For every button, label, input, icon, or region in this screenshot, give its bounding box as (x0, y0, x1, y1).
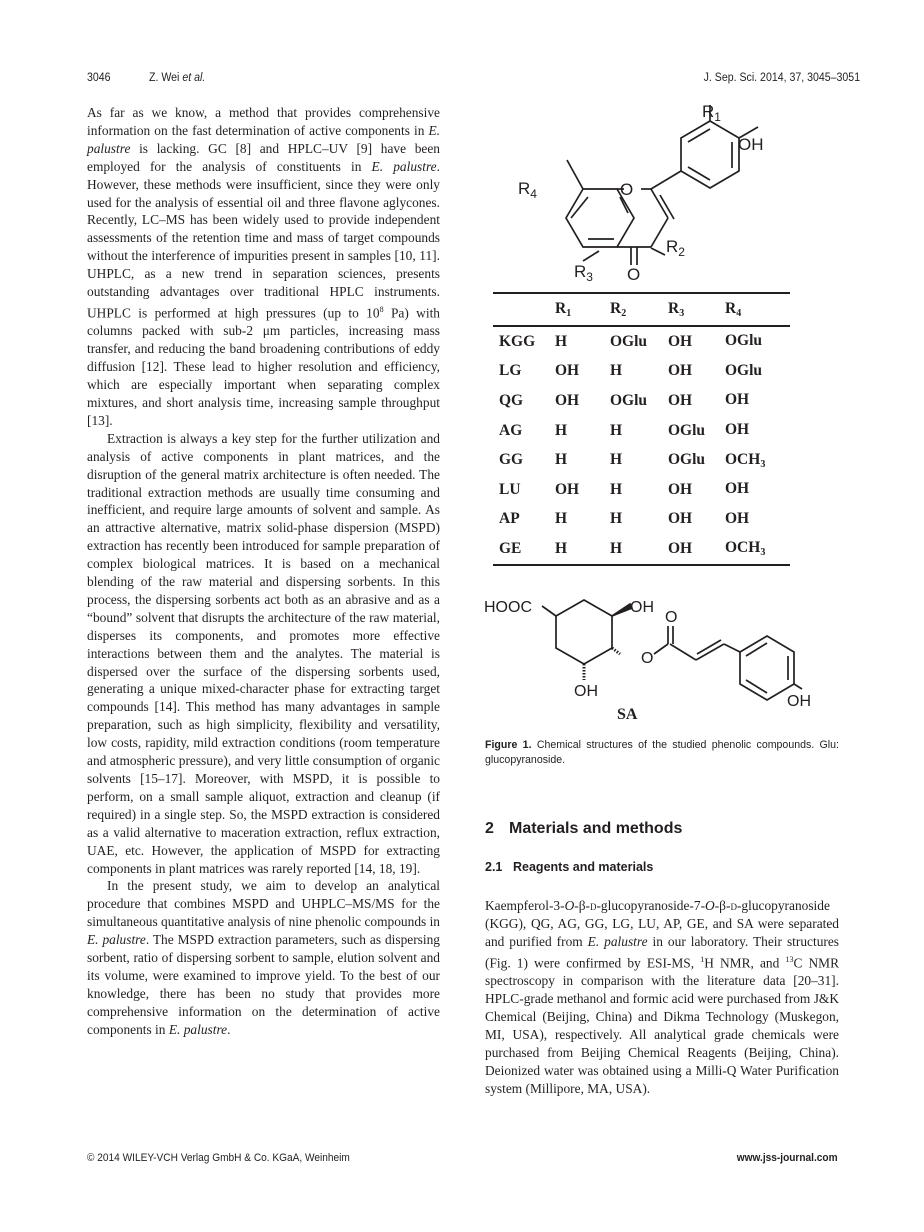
r1-cell: OH (555, 391, 580, 409)
table-row (493, 445, 790, 475)
carbonyl-oxygen-label: O (665, 609, 678, 626)
reagents-paragraph: Kaempferol-3-O-β-d-glucopyranoside-7-O-β-d-glucopyranoside (KGG), QG, AG, GG, LG, LU, AP, GE, and SA were separated and purified from E. palustre in our laboratory. Their structures (Fig. 1) were confirmed by ESI-MS, $^1$H NMR, and $^{13}$C NMR spectroscopy in comparison with the literature data [20–31]. HPLC-grade methanol and formic acid were purchased from J&K Chemical (Beijing, China) and Dikma Technology (Muskegon, MI, USA), respectively. All analytical grade chemicals were purchased from Beijing Chemical Reagents (Beijing, China). Deionized water was obtained using a Milli-Q Water Purification system (Millipore, MA, USA). (485, 898, 840, 1096)
section-number: 2 (485, 820, 494, 837)
r2-cell: H (610, 421, 623, 439)
paragraph-intro: As far as we know, a method that provides comprehensive information on the fast determination of active components in E. palustre is lacking. GC [8] and HPLC–UV [9] have been employed for the analysis of constituents in E. palustre. However, these methods were insufficient, since they were only used for the analysis of essential oil and three flavone aglycones. Recently, LC–MS has been widely used to provide independent assessments of the retention time and mass of target compounds without the interference of impurities present in samples [10, 11]. UHPLC, as a new trend in separation sciences, presents outstanding advantages over traditional HPLC instruments. UHPLC is performed at high pressures (up to $10^8$ Pa) with columns packed with sub-2 μm particles, increasing mass transfer, and reducing the band broadening contributions of eddy diffusion [12]. These lead to higher resolution and efficiency, which are especially important when separating complex mixtures, and short analysis time, increasing sample throughput [13]. (87, 105, 440, 428)
paragraph-extraction: Extraction is always a key step for the further utilization and analysis of active components in plant matrices, and the disruption of the general matrix architecture is often needed. The traditional extraction methods are usually time consuming and inefficient, and require large amounts of solvent and sample. As an attractive alternative, matrix solid-phase dispersion (MSPD) extraction has recently been introduced for sample preparation of complex biological matrices. It is based on a mechanical blending of the raw material and dispersing sorbents. In this process, the dispersing sorbents act both as an abrasive and as a “bound” solvent that disrupts the architecture of the raw material, disperses its components, and promotes more effective interactions between them and the analytes. The material is dispersed over the surface of the dispersing sorbents used, generating a unique mixed-character phase for extracting target compounds [14]. This method has many advantages in sample preparation, such as high simplicity, flexibility and versatility, low costs, rapidity, mild extraction conditions (room temperature and atmospheric pressure), and very little consumption of organic solvents [15–17]. Moreover, with MSPD, it is possible to perform, on a small sample aliquot, extraction and cleanup (if required) in a single step. So, the MSPD extraction is considered as a valid alternative to maceration extraction, reflux extraction, UAE, etc. However, the application of MSPD for extracting components in plant matrices was rarely reported [14, 18, 19]. (87, 430, 440, 876)
figure-caption (485, 738, 839, 767)
journal-url[interactable]: www.jss-journal.com (737, 1152, 838, 1164)
section-heading (485, 820, 682, 838)
table-row (493, 505, 790, 535)
phenol-oh-label: OH (787, 693, 811, 707)
r3-label (574, 262, 593, 284)
compound-name: KGG (499, 332, 536, 350)
species-name: E. palustre (87, 122, 440, 156)
compound-name: GE (499, 539, 522, 557)
r3-cell: OH (668, 332, 693, 350)
subsection-number: 2.1 (485, 860, 503, 874)
r1-cell: H (555, 510, 568, 528)
left-column (87, 104, 440, 1039)
table-row (493, 475, 790, 505)
table-row (493, 386, 790, 416)
r4-cell: OGlu (725, 361, 763, 379)
section-title: Materials and methods (509, 820, 683, 837)
r3-cell: OGlu (668, 451, 706, 469)
substituent-table (493, 292, 790, 566)
r4-cell: OGlu (725, 332, 763, 350)
oh-bottom-label: OH (574, 683, 598, 700)
r3-cell: OH (668, 539, 693, 557)
table-header-row (493, 293, 790, 326)
caption-label: Figure 1. (485, 739, 532, 751)
r1-cell: H (555, 451, 568, 469)
r1-cell: H (555, 332, 568, 350)
oh-top-label: OH (630, 599, 654, 616)
compound-name: LG (499, 362, 522, 380)
r1-cell: H (555, 421, 568, 439)
species-name: E. palustre (168, 1021, 228, 1037)
keto-oxygen-label: O (627, 265, 641, 284)
r3-cell: OH (668, 362, 693, 380)
r1-cell: OH (555, 362, 580, 380)
r3-cell: OGlu (668, 421, 706, 439)
compound-name: LU (499, 480, 521, 498)
header-r2: $R_2$ (610, 300, 627, 319)
compound-name: QG (499, 391, 524, 409)
header-r1: $R_1$ (555, 300, 572, 319)
r3-cell: OH (668, 391, 693, 409)
species-name: E. palustre (87, 932, 146, 948)
sa-compound-label: SA (617, 706, 638, 723)
journal-citation: J. Sep. Sci. 2014, 37, 3045–3051 (703, 72, 860, 84)
r2-cell: H (610, 451, 623, 469)
authors: Z. Wei (149, 72, 180, 84)
r3-cell: OH (668, 480, 693, 498)
r4-cell: $OCH_3$ (725, 539, 766, 559)
flavone-bonds (566, 105, 758, 265)
sa-structure (484, 592, 814, 707)
svg-text:R1: $R_1$ (702, 105, 721, 124)
r4-cell: OH (725, 480, 750, 498)
r4-cell: OH (725, 509, 750, 527)
r2-label (666, 237, 685, 259)
carboxyl-label: HOOC (484, 599, 532, 616)
r3-cell: OH (668, 510, 693, 528)
table-row (493, 416, 790, 446)
svg-text:R3: $R_3$ (574, 262, 593, 284)
subsection-title: Reagents and materials (513, 860, 654, 874)
compound-name: AP (499, 510, 520, 528)
header-r3: $R_3$ (668, 300, 685, 319)
r1-cell: OH (555, 480, 580, 498)
authors-etal: et al. (182, 72, 206, 84)
r4-cell: OH (725, 391, 750, 409)
species-name: E. palustre (371, 158, 437, 174)
compound-name: AG (499, 421, 523, 439)
r4-cell: OH (725, 421, 750, 439)
ester-oxygen-label: O (641, 650, 654, 667)
table-row (493, 326, 790, 357)
table-row (493, 357, 790, 387)
header-compound (493, 293, 555, 326)
species-name: E. palustre (587, 933, 648, 949)
header-r4: $R_4$ (725, 300, 742, 319)
r4-cell: $OCH_3$ (725, 450, 766, 470)
copyright-notice: © 2014 WILEY-VCH Verlag GmbH & Co. KGaA, Weinheim (87, 1152, 350, 1164)
ring-oxygen-label: O (620, 180, 634, 199)
flavone-core-structure (510, 105, 780, 285)
r2-cell: OGlu (610, 332, 648, 350)
r2-cell: OGlu (610, 391, 648, 409)
running-authors (149, 72, 205, 84)
page-number: 3046 (87, 72, 111, 84)
paragraph-present-study: In the present study, we aim to develop an analytical procedure that combines MSPD and UHPLC–MS/MS for the simultaneous quantitative analysis of nine phenolic compounds in E. palustre. The MSPD extraction parameters, such as dispersing sorbent, ratio of dispersing sorbent to sample, elution solvent and its volume, were examined to improve yield. To the best of our knowledge, there has been no study that provides more comprehensive information on the determination of active components in E. palustre. (87, 878, 440, 1037)
r2-cell: H (610, 510, 623, 528)
caption-text: Chemical structures of the studied phenolic compounds. Glu: glucopyranoside. (485, 739, 839, 766)
hydroxyl-label: OH (738, 135, 764, 154)
r4-label (518, 179, 537, 201)
subsection-heading (485, 860, 653, 874)
table-row (493, 534, 790, 565)
r2-cell: H (610, 539, 623, 557)
svg-text:R2: $R_2$ (666, 237, 685, 259)
svg-text:R4: $R_4$ (518, 179, 537, 201)
compound-name: GG (499, 451, 524, 469)
r2-cell: H (610, 480, 623, 498)
r1-cell: H (555, 539, 568, 557)
r2-cell: H (610, 362, 623, 380)
